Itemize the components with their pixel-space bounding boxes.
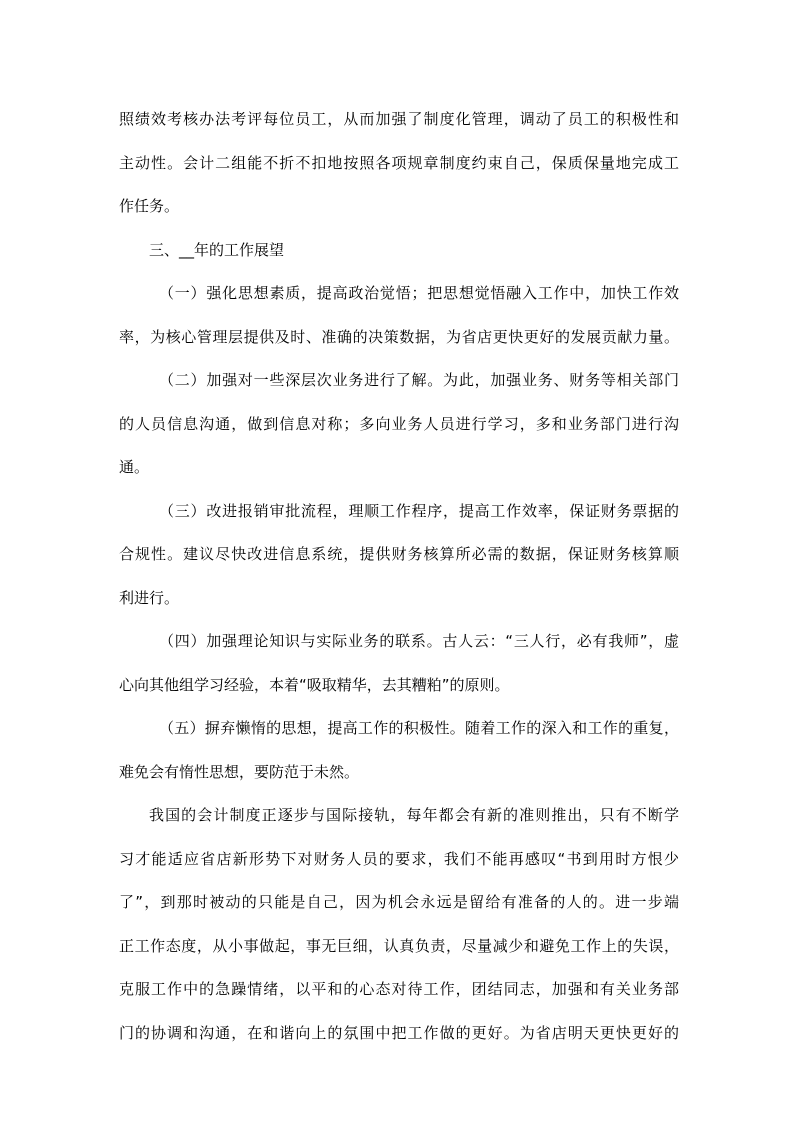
text-line: （四）加强理论知识与实际业务的联系。古人云：“三人行，必有我师”，虚 — [159, 632, 679, 650]
text-line: 利进行。 — [119, 588, 180, 607]
text-line: 主动性。会计二组能不折不扣地按照各项规章制度约束自己，保质保量地完成工 — [119, 153, 679, 172]
text-line: 照绩效考核办法考评每位员工，从而加强了制度化管理，调动了员工的积极性和 — [119, 110, 679, 128]
text-line: 克服工作中的急躁情绪，以平和的心态对待工作，团结同志，加强和有关业务部 — [119, 980, 679, 998]
section-heading: 三、__年的工作展望 — [149, 240, 285, 259]
text-line: 正工作态度，从小事做起，事无巨细，认真负责，尽量减少和避免工作上的失误， — [119, 936, 679, 955]
text-line: 的人员信息沟通，做到信息对称；多向业务人员进行学习，多和业务部门进行沟 — [119, 414, 679, 433]
text-line: 通。 — [119, 458, 150, 476]
text-line: （三）改进报销审批流程，理顺工作程序，提高工作效率，保证财务票据的 — [159, 501, 679, 520]
text-line: 心向其他组学习经验，本着“吸取精华，去其糟粕”的原则。 — [119, 675, 510, 694]
text-line: 了”，到那时被动的只能是自己，因为机会永远是留给有准备的人的。进一步端 — [119, 893, 679, 911]
text-line: 习才能适应省店新形势下对财务人员的要求，我们不能再感叹“书到用时方恨少 — [119, 849, 679, 868]
text-line: （一）强化思想素质，提高政治觉悟；把思想觉悟融入工作中，加快工作效 — [159, 284, 679, 302]
text-line: 门的协调和沟通，在和谐向上的氛围中把工作做的更好。为省店明天更快更好的 — [119, 1023, 679, 1042]
text-line: （五）摒弃懒惰的思想，提高工作的积极性。随着工作的深入和工作的重复， — [159, 719, 679, 737]
text-line: 难免会有惰性思想，要防范于未然。 — [119, 762, 360, 781]
text-line: （二）加强对一些深层次业务进行了解。为此，加强业务、财务等相关部门 — [159, 371, 679, 389]
text-line: 率，为核心管理层提供及时、准确的决策数据，为省店更快更好的发展贡献力量。 — [119, 327, 679, 346]
body-text — [119, 98, 679, 1055]
text-line: 合规性。建议尽快改进信息系统，提供财务核算所必需的数据，保证财务核算顺 — [119, 545, 679, 563]
text-line: 作任务。 — [119, 197, 180, 215]
text-line: 我国的会计制度正逐步与国际接轨，每年都会有新的准则推出，只有不断学 — [149, 806, 679, 824]
